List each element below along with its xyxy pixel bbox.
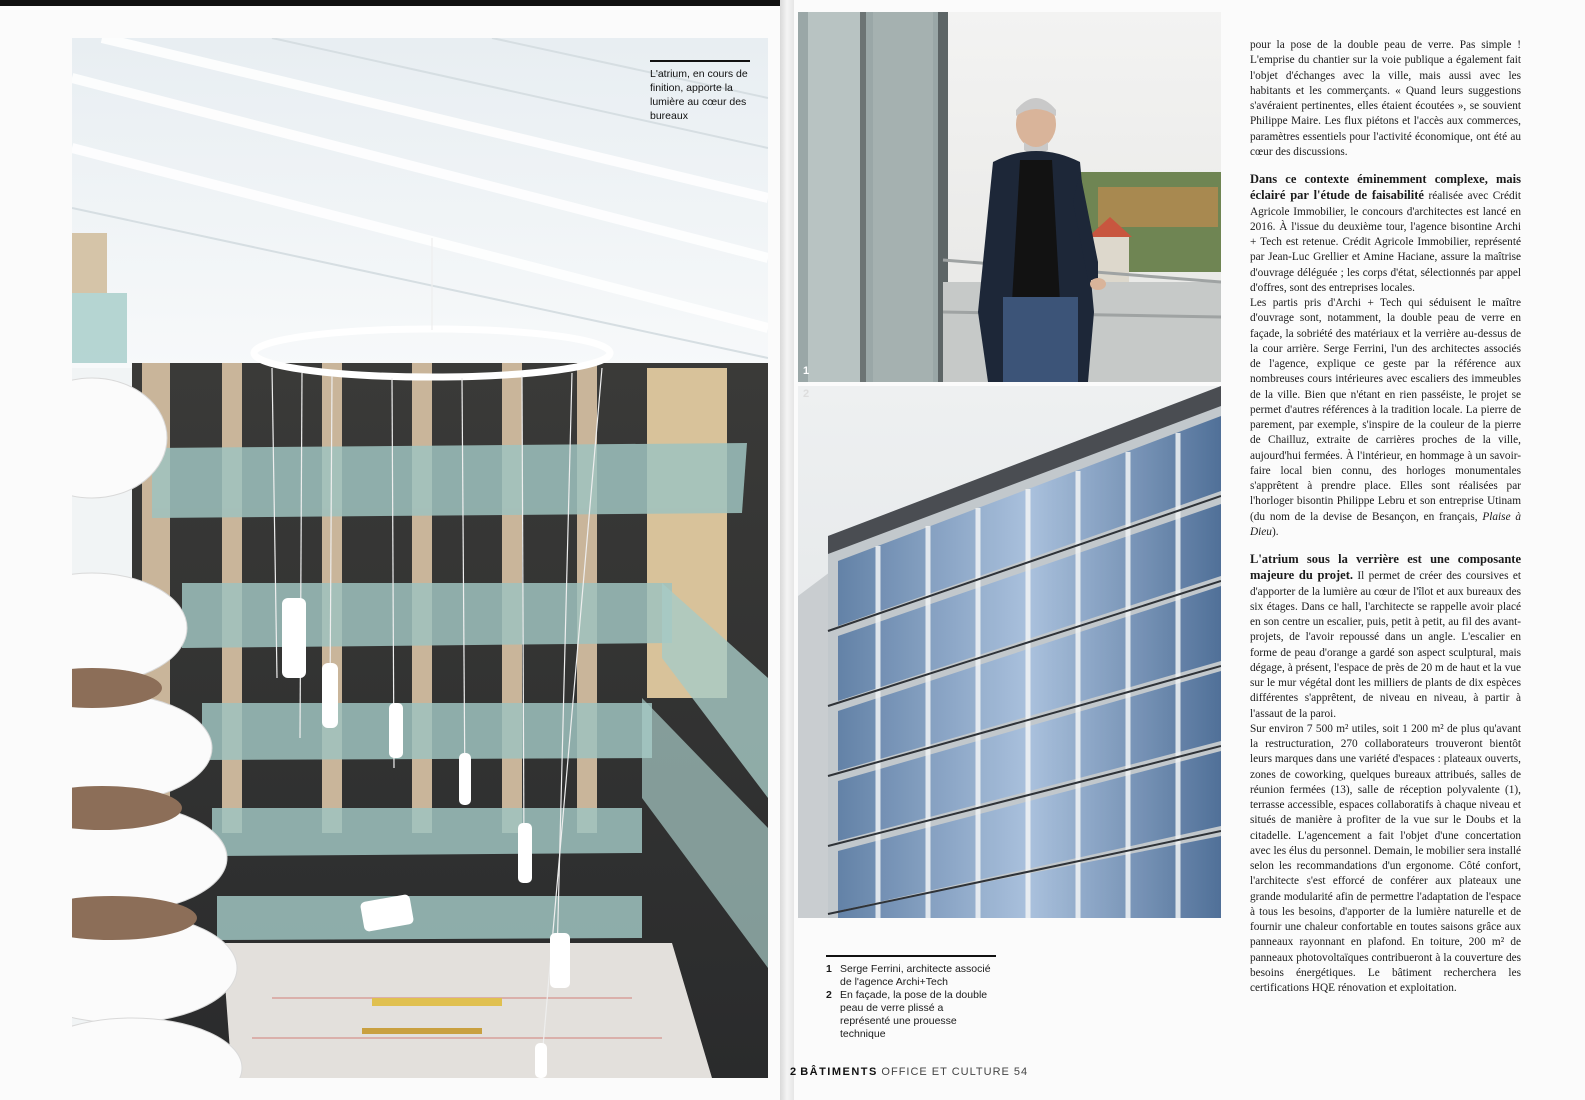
paragraph-2-lead: Dans ce contexte éminemment complexe, mais éclairé par l'étude de faisabilité	[1250, 172, 1521, 203]
section-name: OFFICE ET CULTURE 54	[881, 1066, 1029, 1078]
paragraph-2-body: réalisée avec Crédit Agricole Immobilier, le concours d'architectes est lancé en 2016. À l'issue du deuxième tour, l'agence bisontine Archi + Tech est retenue. Crédit Agricole Immobilier, représenté par Jean-Luc Grellier et Amine Haciane, assure la maîtrise d'ouvrage déléguée ; les corps d'état, sélectionnés par appel d'offres, sont des entreprises locales.	[1250, 190, 1521, 294]
paragraph-1: pour la pose de la double peau de verre. Pas simple ! L'emprise du chantier sur la voie publique a également fait l'objet d'échanges avec la ville, mais aussi avec les habitants et les commerçants. « Quand leurs suggestions s'avéraient pertinentes, elles étaient écoutées », se souvient Philippe Maire. Les flux piétons et l'accès aux commerces, paramètres essentiels pour l'activité économique, ont été au cœur des discussions.	[1250, 39, 1521, 158]
article-column	[1250, 38, 1521, 996]
top-black-bar	[0, 0, 780, 6]
atrium-caption: L'atrium, en cours de finition, apporte la lumière au cœur des bureaux	[650, 60, 750, 123]
paragraph-2	[1250, 172, 1521, 296]
caption-text: En façade, la pose de la double peau de verre plissé a représenté une prouesse technique	[840, 989, 988, 1040]
caption-number: 2	[826, 989, 832, 1001]
portrait-photo	[798, 12, 1221, 382]
paragraph-3	[1250, 296, 1521, 540]
page-gutter	[780, 0, 794, 1100]
photo-2-number: 2	[803, 388, 810, 400]
page-footer	[790, 1066, 1028, 1078]
paragraph-3-italic: Plaise à Dieu	[1250, 510, 1521, 538]
atrium-photo	[72, 38, 768, 1078]
photo-1-number: 1	[803, 365, 810, 377]
caption-item-1	[826, 963, 996, 989]
caption-text: Serge Ferrini, architecte associé de l'agence Archi+Tech	[840, 963, 991, 988]
photo-captions	[826, 955, 996, 1041]
facade-photo	[798, 386, 1221, 918]
paragraph-4-lead: L'atrium sous la verrière est une composante majeure du projet.	[1250, 552, 1521, 583]
paragraph-4	[1250, 552, 1521, 722]
paragraph-3-body: Les partis pris d'Archi + Tech qui séduisent le maître d'ouvrage sont, notamment, la double peau de verre en façade, la sobriété des matériaux et la verrière au-dessus de la cour arrière. Serge Ferrini, l'un des architectes associés de l'agence, explique ce geste par la référence aux nombreuses cours intérieures avec escaliers des immeubles de la ville. Bien que n'étant en rien passéiste, le projet se permet d'autres références à la tradition locale. La pierre de parement, par exemple, s'inspire de la couleur de la pierre de Chailluz, extraite de carrières proches de la ville, aujourd'hui fermées. À l'intérieur, en hommage à un savoir-faire local bien connu, des horloges monumentales s'apprêtent à prendre place. Elles sont réalisées par l'horloger bisontin Philippe Lebru et son entreprise Utinam (du nom de la devise de Besançon, en français,	[1250, 297, 1521, 523]
magazine-name: BÂTIMENTS	[800, 1066, 878, 1078]
page-number: 2	[790, 1066, 797, 1078]
paragraph-4-body: Il permet de créer des coursives et d'apporter de la lumière au cœur de l'îlot et aux bureaux des six étages. Dans ce hall, l'architecte se rappelle avoir placé en son centre un escalier, puis, petit à petit, au fil des avant-projets, de l'avoir repoussé dans un angle. L'escalier en forme de peau d'orange a gardé son aspect sculptural, mais dégage, à présent, l'espace de près de 20 m de haut et la vue sur le mur végétal dont les milliers de plants de dix espèces différentes s'apprêtent, de niveau en niveau, à partir à l'assaut de la paroi.	[1250, 570, 1521, 720]
paragraph-3-end: ).	[1271, 525, 1279, 538]
caption-item-2	[826, 989, 996, 1041]
paragraph-5: Sur environ 7 500 m² utiles, soit 1 200 m² de plus qu'avant la restructuration, 270 collaborateurs trouveront bientôt leurs marques dans une variété d'espaces : plateaux ouverts, zones de coworking, quelques bureaux attribués, salles de réunion fermées (13), salle de réception polyvalente (1), terrasse accessible, espaces collaboratifs à chaque niveau et situés de manière à profiter de la vue sur le Doubs et la citadelle. L'agencement a fait l'objet d'une concertation avec les élus du personnel. Demain, le mobilier sera installé selon les recommandations d'un ergonome. Côté confort, l'architecte s'est efforcé de conférer aux plateaux une grande modularité afin de permettre l'adaptation de l'espace à tous les besoins, d'apporter de la lumière naturelle et de fournir une chaleur confortable en toutes saisons grâce aux panneaux rayonnant en plafond. En toiture, 200 m² de panneaux photovoltaïques contribueront à la couverture des besoins énergétiques. Le bâtiment recherchera les certifications HQE rénovation et exploitation.	[1250, 722, 1521, 994]
caption-number: 1	[826, 963, 832, 975]
